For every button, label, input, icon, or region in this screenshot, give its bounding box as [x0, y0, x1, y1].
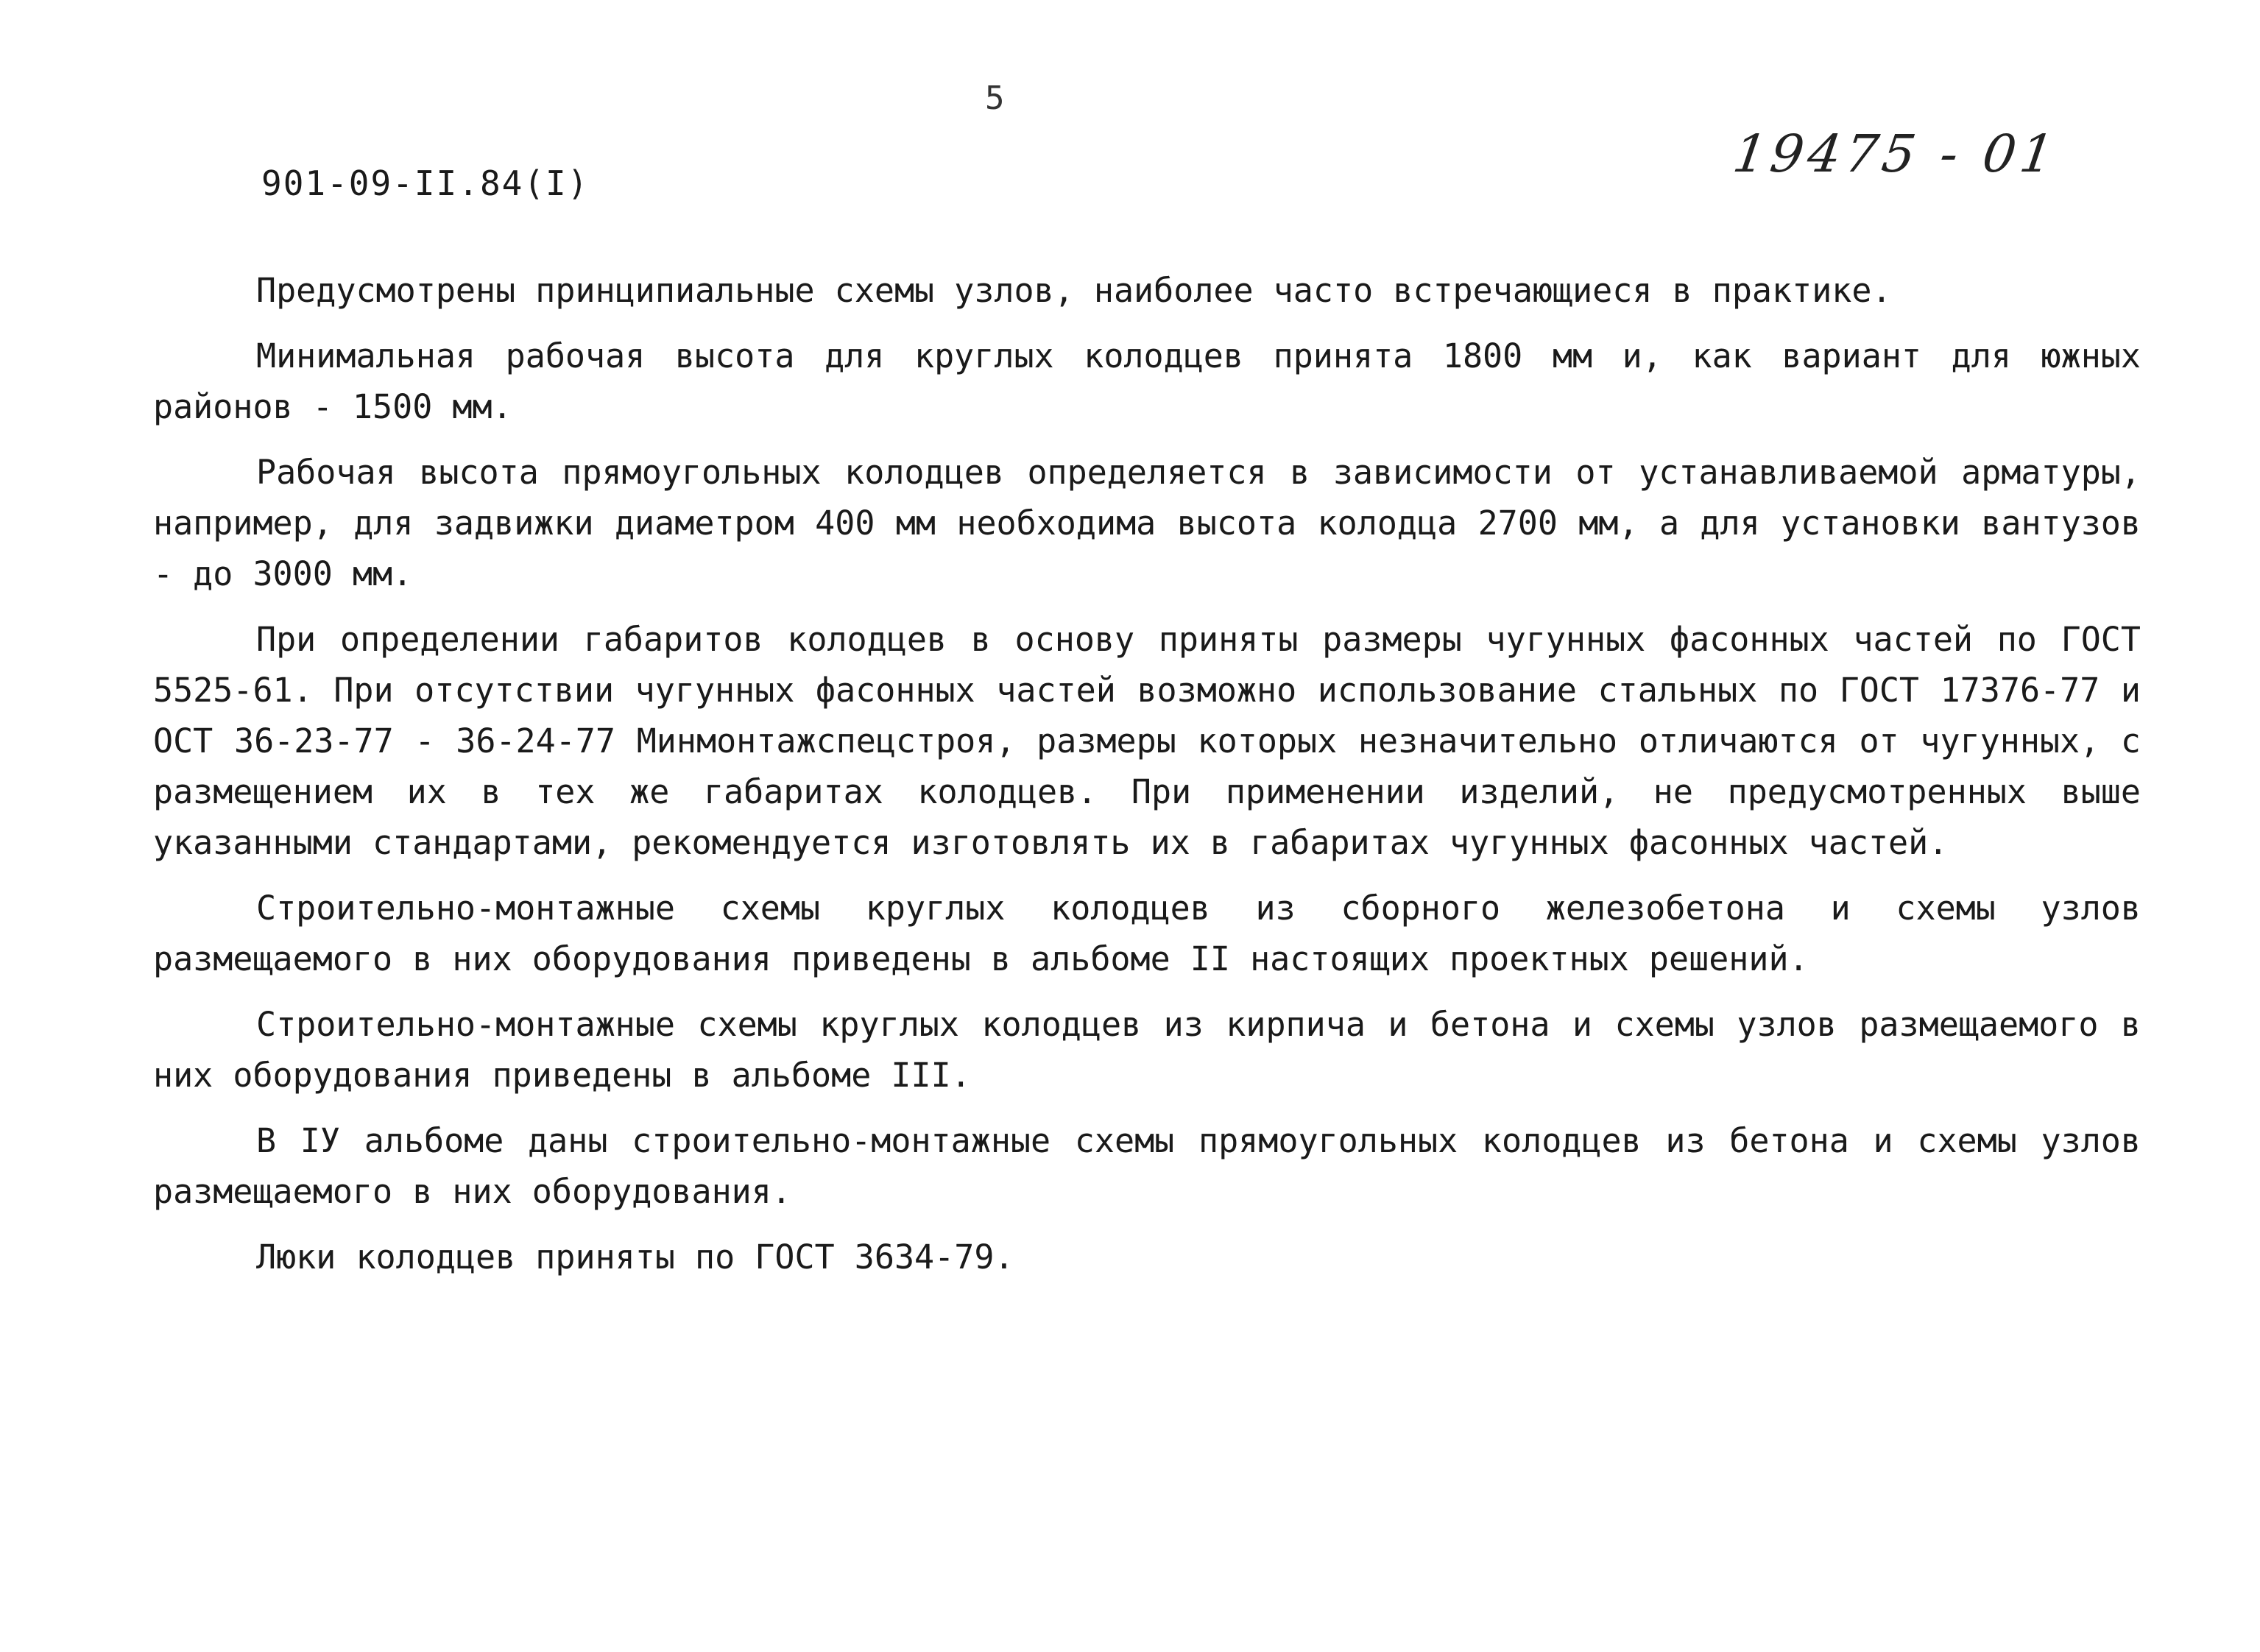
- handwritten-archive-number: 19475 - 01: [1729, 124, 2062, 184]
- paragraph-album-4: В IУ альбоме даны строительно-монтажные схемы прямоугольных колодцев из бетона и схемы узлов размещаемого в них оборудования.: [153, 1121, 2141, 1211]
- paragraph-dimensions: При определении габаритов колодцев в основу приняты размеры чугунных фасонных частей по ГОСТ 5525-61. При отсутствии чугунных фасонных частей возможно использование стальных по ГОСТ 17376-77 и ОСТ 36-23-77 - 36-24-77 Минмонтажспецстроя, размеры которых незначительно отличаются от чугунных, с размещением их в тех же габаритах колодцев. При применении изделий, не предусмотренных выше указанными стандартами, рекомендуется изготовлять их в габаритах чугунных фасонных частей.: [153, 620, 2141, 862]
- paragraph-album-2: Строительно-монтажные схемы круглых колодцев из сборного железобетона и схемы узлов размещаемого в них оборудования приведены в альбоме II настоящих проектных решений.: [153, 889, 2141, 978]
- paragraph-node-schemes: Предусмотрены принципиальные схемы узлов, наиболее часто встречающиеся в практике.: [256, 271, 1892, 310]
- page-number: 5: [985, 80, 1005, 117]
- document-body: [153, 265, 2141, 1297]
- paragraph-hatches: Люки колодцев приняты по ГОСТ 3634-79.: [256, 1238, 1014, 1277]
- paragraph-rect-height: Рабочая высота прямоугольных колодцев определяется в зависимости от устанавливаемой арматуры, например, для задвижки диаметром 400 мм необходима высота колодца 2700 мм, а для установки вантузов - до 3000 мм.: [153, 453, 2141, 593]
- paragraph-min-height: Минимальная рабочая высота для круглых колодцев принята 1800 мм и, как вариант для южных районов - 1500 мм.: [153, 336, 2141, 426]
- document-code: 901-09-II.84(I): [261, 163, 590, 203]
- paragraph-album-3: Строительно-монтажные схемы круглых колодцев из кирпича и бетона и схемы узлов размещаемого в них оборудования приведены в альбоме III.: [153, 1005, 2141, 1095]
